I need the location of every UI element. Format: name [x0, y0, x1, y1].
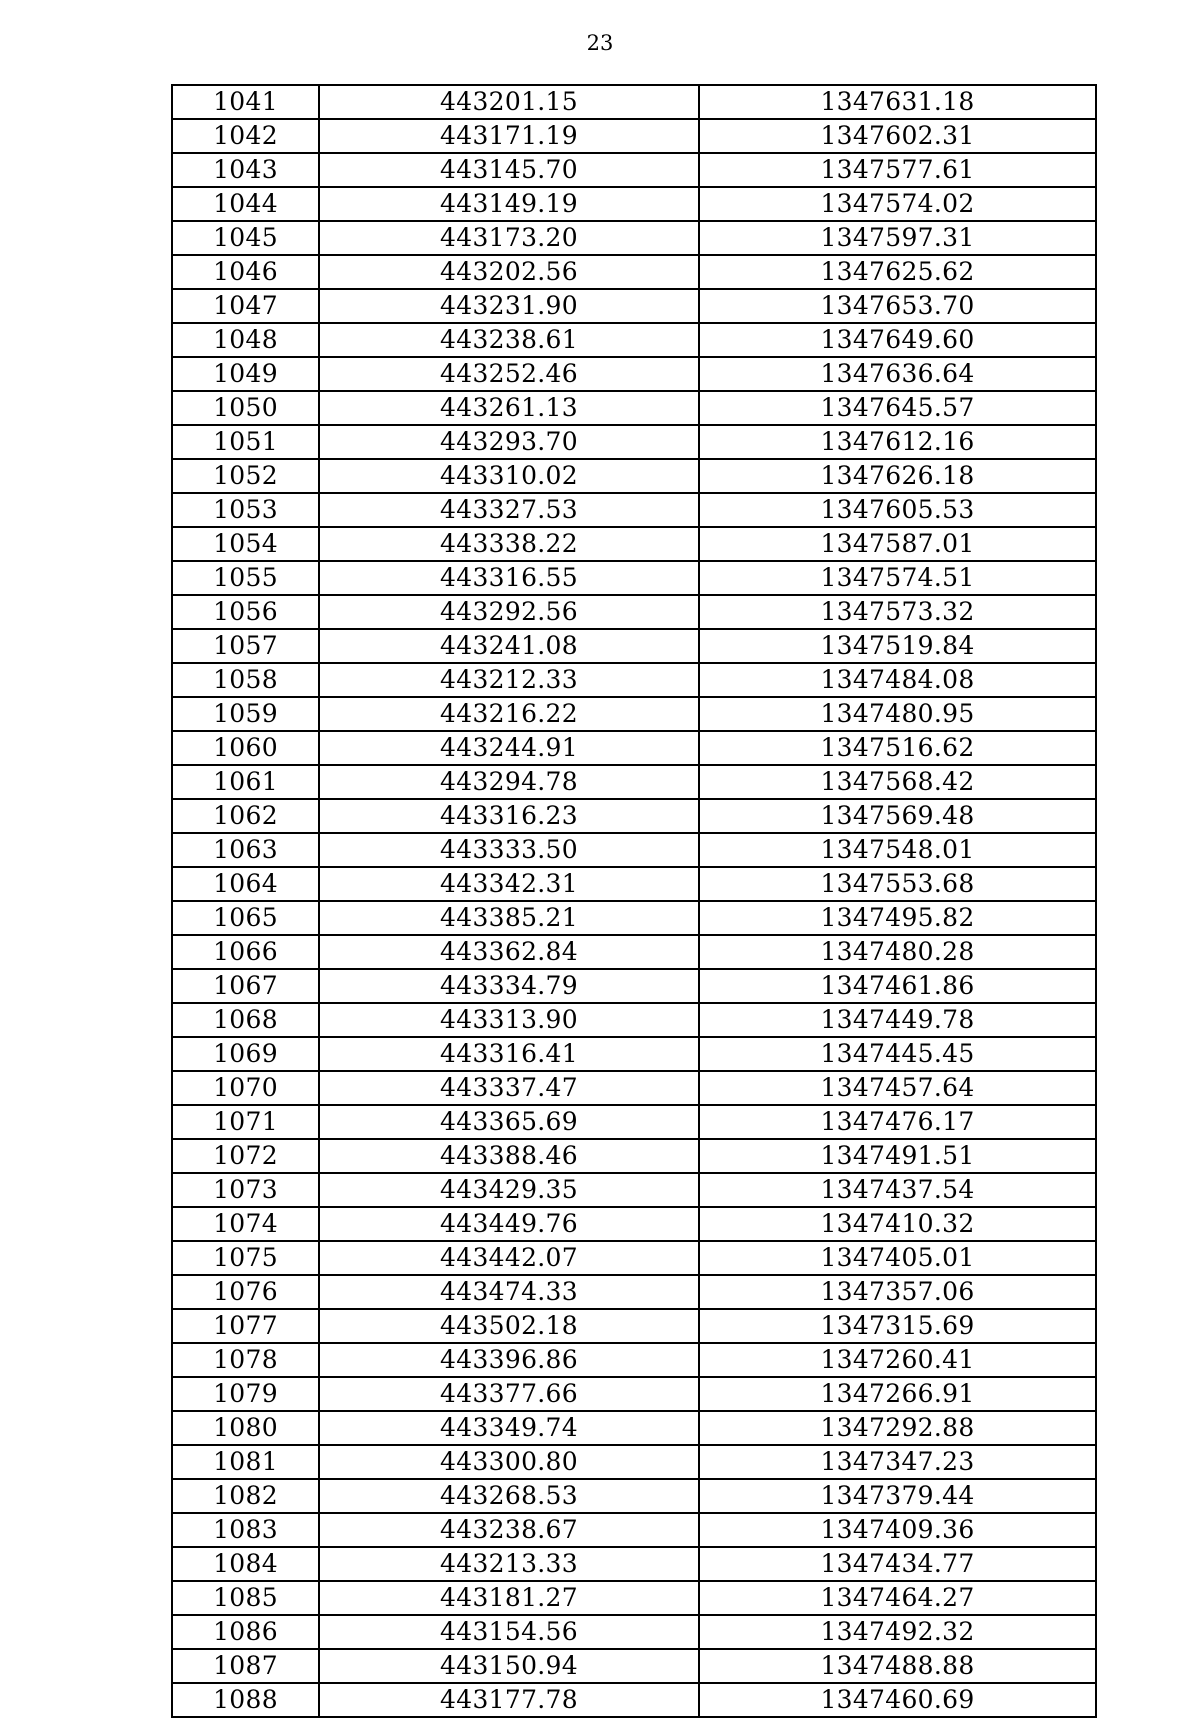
- x-coordinate-cell: 443241.08: [319, 629, 699, 663]
- x-coordinate-cell: 443213.33: [319, 1547, 699, 1581]
- x-coordinate-cell: 443429.35: [319, 1173, 699, 1207]
- point-number-cell: 1055: [172, 561, 319, 595]
- table-row: [172, 1207, 1096, 1241]
- x-coordinate-cell: 443388.46: [319, 1139, 699, 1173]
- table-row: [172, 357, 1096, 391]
- y-coordinate-cell: 1347636.64: [699, 357, 1096, 391]
- y-coordinate-cell: 1347464.27: [699, 1581, 1096, 1615]
- page-number: 23: [586, 31, 614, 55]
- y-coordinate-cell: 1347605.53: [699, 493, 1096, 527]
- table-row: [172, 1003, 1096, 1037]
- table-row: [172, 1037, 1096, 1071]
- point-number-cell: 1049: [172, 357, 319, 391]
- x-coordinate-cell: 443202.56: [319, 255, 699, 289]
- x-coordinate-cell: 443337.47: [319, 1071, 699, 1105]
- table-row: [172, 867, 1096, 901]
- y-coordinate-cell: 1347409.36: [699, 1513, 1096, 1547]
- table-row: [172, 493, 1096, 527]
- y-coordinate-cell: 1347410.32: [699, 1207, 1096, 1241]
- table-row: [172, 85, 1096, 119]
- point-number-cell: 1059: [172, 697, 319, 731]
- point-number-cell: 1060: [172, 731, 319, 765]
- point-number-cell: 1063: [172, 833, 319, 867]
- y-coordinate-cell: 1347577.61: [699, 153, 1096, 187]
- y-coordinate-cell: 1347266.91: [699, 1377, 1096, 1411]
- table-row: [172, 221, 1096, 255]
- table-row: [172, 425, 1096, 459]
- table-row: [172, 969, 1096, 1003]
- x-coordinate-cell: 443338.22: [319, 527, 699, 561]
- table-row: [172, 1241, 1096, 1275]
- y-coordinate-cell: 1347574.02: [699, 187, 1096, 221]
- table-row: [172, 1139, 1096, 1173]
- x-coordinate-cell: 443385.21: [319, 901, 699, 935]
- table-row: [172, 731, 1096, 765]
- y-coordinate-cell: 1347461.86: [699, 969, 1096, 1003]
- y-coordinate-cell: 1347516.62: [699, 731, 1096, 765]
- point-number-cell: 1052: [172, 459, 319, 493]
- y-coordinate-cell: 1347480.28: [699, 935, 1096, 969]
- y-coordinate-cell: 1347573.32: [699, 595, 1096, 629]
- x-coordinate-cell: 443212.33: [319, 663, 699, 697]
- y-coordinate-cell: 1347495.82: [699, 901, 1096, 935]
- table-row: [172, 1649, 1096, 1683]
- table-row: [172, 187, 1096, 221]
- x-coordinate-cell: 443261.13: [319, 391, 699, 425]
- x-coordinate-cell: 443292.56: [319, 595, 699, 629]
- table-row: [172, 255, 1096, 289]
- point-number-cell: 1053: [172, 493, 319, 527]
- point-number-cell: 1041: [172, 85, 319, 119]
- y-coordinate-cell: 1347574.51: [699, 561, 1096, 595]
- table-row: [172, 323, 1096, 357]
- point-number-cell: 1075: [172, 1241, 319, 1275]
- coordinates-table-body: [172, 85, 1096, 1717]
- table-row: [172, 119, 1096, 153]
- x-coordinate-cell: 443334.79: [319, 969, 699, 1003]
- y-coordinate-cell: 1347484.08: [699, 663, 1096, 697]
- point-number-cell: 1054: [172, 527, 319, 561]
- table-row: [172, 1513, 1096, 1547]
- y-coordinate-cell: 1347347.23: [699, 1445, 1096, 1479]
- point-number-cell: 1064: [172, 867, 319, 901]
- table-row: [172, 1377, 1096, 1411]
- point-number-cell: 1087: [172, 1649, 319, 1683]
- point-number-cell: 1082: [172, 1479, 319, 1513]
- point-number-cell: 1076: [172, 1275, 319, 1309]
- y-coordinate-cell: 1347597.31: [699, 221, 1096, 255]
- y-coordinate-cell: 1347449.78: [699, 1003, 1096, 1037]
- table-row: [172, 833, 1096, 867]
- table-row: [172, 935, 1096, 969]
- table-row: [172, 1309, 1096, 1343]
- x-coordinate-cell: 443474.33: [319, 1275, 699, 1309]
- point-number-cell: 1071: [172, 1105, 319, 1139]
- x-coordinate-cell: 443149.19: [319, 187, 699, 221]
- y-coordinate-cell: 1347649.60: [699, 323, 1096, 357]
- table-row: [172, 1105, 1096, 1139]
- x-coordinate-cell: 443181.27: [319, 1581, 699, 1615]
- x-coordinate-cell: 443502.18: [319, 1309, 699, 1343]
- table-row: [172, 595, 1096, 629]
- point-number-cell: 1051: [172, 425, 319, 459]
- y-coordinate-cell: 1347488.88: [699, 1649, 1096, 1683]
- point-number-cell: 1065: [172, 901, 319, 935]
- point-number-cell: 1069: [172, 1037, 319, 1071]
- point-number-cell: 1050: [172, 391, 319, 425]
- point-number-cell: 1043: [172, 153, 319, 187]
- table-row: [172, 1581, 1096, 1615]
- y-coordinate-cell: 1347631.18: [699, 85, 1096, 119]
- point-number-cell: 1077: [172, 1309, 319, 1343]
- point-number-cell: 1045: [172, 221, 319, 255]
- x-coordinate-cell: 443150.94: [319, 1649, 699, 1683]
- point-number-cell: 1084: [172, 1547, 319, 1581]
- y-coordinate-cell: 1347587.01: [699, 527, 1096, 561]
- y-coordinate-cell: 1347645.57: [699, 391, 1096, 425]
- x-coordinate-cell: 443201.15: [319, 85, 699, 119]
- y-coordinate-cell: 1347379.44: [699, 1479, 1096, 1513]
- y-coordinate-cell: 1347491.51: [699, 1139, 1096, 1173]
- point-number-cell: 1058: [172, 663, 319, 697]
- x-coordinate-cell: 443171.19: [319, 119, 699, 153]
- point-number-cell: 1074: [172, 1207, 319, 1241]
- y-coordinate-cell: 1347626.18: [699, 459, 1096, 493]
- table-row: [172, 1071, 1096, 1105]
- table-row: [172, 289, 1096, 323]
- point-number-cell: 1042: [172, 119, 319, 153]
- x-coordinate-cell: 443268.53: [319, 1479, 699, 1513]
- point-number-cell: 1047: [172, 289, 319, 323]
- y-coordinate-cell: 1347612.16: [699, 425, 1096, 459]
- y-coordinate-cell: 1347357.06: [699, 1275, 1096, 1309]
- point-number-cell: 1046: [172, 255, 319, 289]
- y-coordinate-cell: 1347445.45: [699, 1037, 1096, 1071]
- x-coordinate-cell: 443177.78: [319, 1683, 699, 1717]
- table-row: [172, 697, 1096, 731]
- y-coordinate-cell: 1347625.62: [699, 255, 1096, 289]
- y-coordinate-cell: 1347519.84: [699, 629, 1096, 663]
- x-coordinate-cell: 443396.86: [319, 1343, 699, 1377]
- point-number-cell: 1048: [172, 323, 319, 357]
- x-coordinate-cell: 443294.78: [319, 765, 699, 799]
- point-number-cell: 1066: [172, 935, 319, 969]
- table-row: [172, 1343, 1096, 1377]
- x-coordinate-cell: 443349.74: [319, 1411, 699, 1445]
- x-coordinate-cell: 443145.70: [319, 153, 699, 187]
- table-row: [172, 765, 1096, 799]
- y-coordinate-cell: 1347315.69: [699, 1309, 1096, 1343]
- coordinates-table: [171, 84, 1097, 1718]
- y-coordinate-cell: 1347457.64: [699, 1071, 1096, 1105]
- x-coordinate-cell: 443316.55: [319, 561, 699, 595]
- y-coordinate-cell: 1347437.54: [699, 1173, 1096, 1207]
- point-number-cell: 1056: [172, 595, 319, 629]
- point-number-cell: 1080: [172, 1411, 319, 1445]
- table-row: [172, 1479, 1096, 1513]
- y-coordinate-cell: 1347653.70: [699, 289, 1096, 323]
- x-coordinate-cell: 443238.67: [319, 1513, 699, 1547]
- point-number-cell: 1044: [172, 187, 319, 221]
- x-coordinate-cell: 443238.61: [319, 323, 699, 357]
- x-coordinate-cell: 443231.90: [319, 289, 699, 323]
- x-coordinate-cell: 443362.84: [319, 935, 699, 969]
- table-row: [172, 901, 1096, 935]
- x-coordinate-cell: 443316.41: [319, 1037, 699, 1071]
- x-coordinate-cell: 443333.50: [319, 833, 699, 867]
- point-number-cell: 1067: [172, 969, 319, 1003]
- point-number-cell: 1085: [172, 1581, 319, 1615]
- point-number-cell: 1086: [172, 1615, 319, 1649]
- x-coordinate-cell: 443244.91: [319, 731, 699, 765]
- point-number-cell: 1088: [172, 1683, 319, 1717]
- x-coordinate-cell: 443342.31: [319, 867, 699, 901]
- table-row: [172, 663, 1096, 697]
- y-coordinate-cell: 1347292.88: [699, 1411, 1096, 1445]
- table-row: [172, 1445, 1096, 1479]
- table-row: [172, 1173, 1096, 1207]
- x-coordinate-cell: 443313.90: [319, 1003, 699, 1037]
- point-number-cell: 1081: [172, 1445, 319, 1479]
- point-number-cell: 1062: [172, 799, 319, 833]
- x-coordinate-cell: 443300.80: [319, 1445, 699, 1479]
- point-number-cell: 1068: [172, 1003, 319, 1037]
- table-row: [172, 1275, 1096, 1309]
- y-coordinate-cell: 1347260.41: [699, 1343, 1096, 1377]
- table-row: [172, 1547, 1096, 1581]
- x-coordinate-cell: 443252.46: [319, 357, 699, 391]
- y-coordinate-cell: 1347434.77: [699, 1547, 1096, 1581]
- y-coordinate-cell: 1347568.42: [699, 765, 1096, 799]
- x-coordinate-cell: 443449.76: [319, 1207, 699, 1241]
- point-number-cell: 1078: [172, 1343, 319, 1377]
- table-row: [172, 1411, 1096, 1445]
- table-row: [172, 1615, 1096, 1649]
- x-coordinate-cell: 443216.22: [319, 697, 699, 731]
- y-coordinate-cell: 1347460.69: [699, 1683, 1096, 1717]
- y-coordinate-cell: 1347405.01: [699, 1241, 1096, 1275]
- point-number-cell: 1073: [172, 1173, 319, 1207]
- table-row: [172, 459, 1096, 493]
- y-coordinate-cell: 1347480.95: [699, 697, 1096, 731]
- x-coordinate-cell: 443173.20: [319, 221, 699, 255]
- y-coordinate-cell: 1347602.31: [699, 119, 1096, 153]
- table-row: [172, 799, 1096, 833]
- y-coordinate-cell: 1347476.17: [699, 1105, 1096, 1139]
- x-coordinate-cell: 443154.56: [319, 1615, 699, 1649]
- point-number-cell: 1083: [172, 1513, 319, 1547]
- point-number-cell: 1061: [172, 765, 319, 799]
- table-row: [172, 527, 1096, 561]
- point-number-cell: 1072: [172, 1139, 319, 1173]
- y-coordinate-cell: 1347492.32: [699, 1615, 1096, 1649]
- table-row: [172, 1683, 1096, 1717]
- table-row: [172, 561, 1096, 595]
- point-number-cell: 1057: [172, 629, 319, 663]
- point-number-cell: 1079: [172, 1377, 319, 1411]
- point-number-cell: 1070: [172, 1071, 319, 1105]
- x-coordinate-cell: 443377.66: [319, 1377, 699, 1411]
- x-coordinate-cell: 443293.70: [319, 425, 699, 459]
- x-coordinate-cell: 443316.23: [319, 799, 699, 833]
- table-row: [172, 153, 1096, 187]
- x-coordinate-cell: 443365.69: [319, 1105, 699, 1139]
- x-coordinate-cell: 443442.07: [319, 1241, 699, 1275]
- x-coordinate-cell: 443310.02: [319, 459, 699, 493]
- y-coordinate-cell: 1347553.68: [699, 867, 1096, 901]
- table-row: [172, 391, 1096, 425]
- y-coordinate-cell: 1347569.48: [699, 799, 1096, 833]
- table-row: [172, 629, 1096, 663]
- y-coordinate-cell: 1347548.01: [699, 833, 1096, 867]
- x-coordinate-cell: 443327.53: [319, 493, 699, 527]
